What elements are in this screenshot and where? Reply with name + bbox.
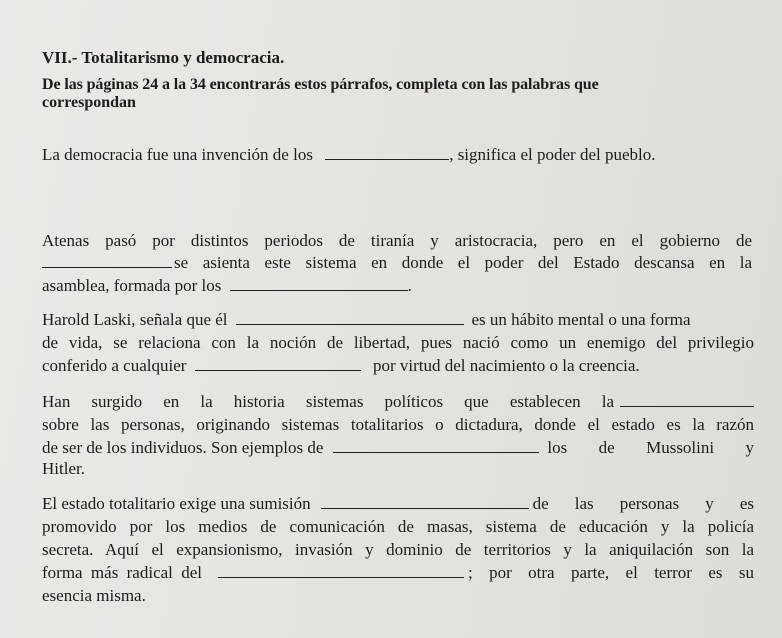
p3-line-3-text: conferido a cualquier: [42, 356, 187, 375]
p4-line-2: sobre las personas, originando sistemas totalitarios o dictadura, donde el estado es la razón: [42, 415, 754, 434]
blank-8[interactable]: [321, 494, 529, 509]
p4-line-4: Hitler.: [42, 459, 85, 478]
p5-line-2: promovido por los medios de comunicación de masas, sistema de educación y la policía: [42, 517, 754, 536]
p3-line-2: de vida, se relaciona con la noción de libertad, pues nació como un enemigo del privilegio: [42, 333, 754, 352]
p2-line-3-text: asamblea, formada por los: [42, 276, 222, 295]
p4-line-3: [42, 438, 754, 458]
p1-line: [42, 145, 656, 165]
p3-line-1-end: es un hábito mental o una forma: [471, 310, 691, 329]
p5-line-4-text: forma más radical del: [42, 563, 202, 582]
p5-line-1-end: de las personas y es: [532, 494, 754, 513]
p2-line-1: Atenas pasó por distintos periodos de tiranía y aristocracia, pero en el gobierno de: [42, 231, 752, 250]
p4-line-1: [42, 392, 754, 412]
p4-line-3-end: los de Mussolini y: [547, 438, 754, 457]
p3-line-3-end: por virtud del nacimiento o la creencia.: [372, 356, 640, 375]
p3-line-1-text: Harold Laski, señala que él: [42, 310, 228, 329]
blank-2[interactable]: [42, 253, 172, 268]
p1-text-a: La democracia fue una invención de los: [42, 145, 313, 164]
blank-1[interactable]: [325, 145, 449, 160]
p5-line-3: secreta. Aquí el expansionismo, invasión y dominio de territorios y la aniquilación son la: [42, 540, 754, 559]
p5-line-1: [42, 494, 754, 514]
blank-6[interactable]: [620, 392, 754, 407]
p3-line-3: [42, 356, 640, 376]
p5-line-1-text: El estado totalitario exige una sumisión: [42, 494, 311, 513]
p5-line-5: esencia misma.: [42, 586, 146, 605]
blank-9[interactable]: [218, 563, 464, 578]
blank-5[interactable]: [195, 356, 361, 371]
p5-line-4-end: ; por otra parte, el terror es su: [468, 563, 754, 582]
p2-line-3: [42, 276, 412, 296]
section-title: VII.- Totalitarismo y democracia.: [42, 48, 285, 67]
instruction-line-1: De las páginas 24 a la 34 encontrarás estos párrafos, completa con las palabras que: [42, 76, 599, 93]
p5-line-4: [42, 563, 754, 583]
p1-text-b: , significa el poder del pueblo.: [449, 145, 656, 164]
instruction-line-2: correspondan: [42, 94, 136, 111]
p4-line-1-text: Han surgido en la historia sistemas políticos que establecen la: [42, 392, 614, 411]
p2-line-3-end: .: [407, 276, 412, 295]
p2-line-2: [42, 253, 752, 273]
blank-4[interactable]: [236, 310, 464, 325]
p4-line-3-text: de ser de los individuos. Son ejemplos de: [42, 438, 324, 457]
blank-3[interactable]: [230, 276, 408, 291]
blank-7[interactable]: [333, 438, 539, 453]
p3-line-1: [42, 310, 752, 330]
p2-line-2-text: se asienta este sistema en donde el poder del Estado descansa en la: [174, 253, 752, 272]
